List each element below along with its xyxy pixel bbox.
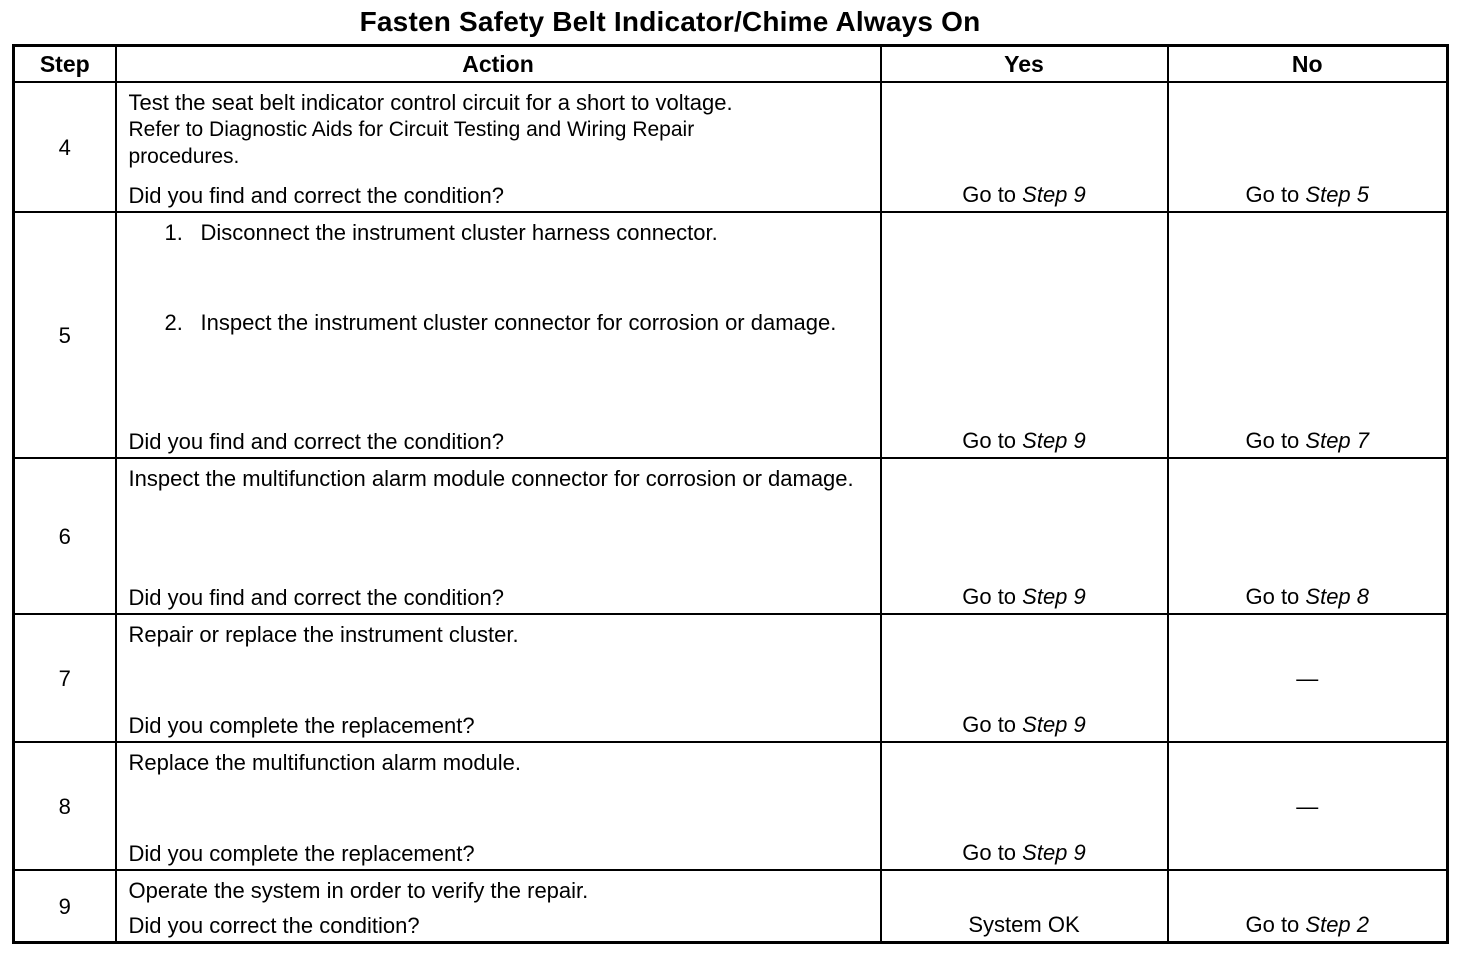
no-result — [1168, 742, 1448, 870]
yes-step-link[interactable]: Step 9 — [1022, 584, 1086, 609]
substep-list — [129, 219, 870, 336]
no-step-link[interactable]: Step 5 — [1305, 182, 1370, 207]
yes-result — [881, 742, 1168, 870]
no-result — [1168, 614, 1448, 742]
no-result — [1168, 82, 1448, 212]
yes-prefix: Go to — [962, 428, 1023, 453]
step-number: 4 — [14, 82, 116, 212]
substep-text: Disconnect the instrument cluster harness connector. — [200, 220, 718, 245]
no-step-link[interactable]: Step 2 — [1305, 912, 1370, 937]
no-step-link[interactable]: Step 8 — [1305, 584, 1370, 609]
table-header-row — [14, 46, 1448, 83]
action-text: Replace the multifunction alarm module. — [128, 750, 522, 775]
action-text: Inspect the multifunction alarm module connector for corrosion or damage. — [128, 466, 854, 491]
yes-result — [881, 458, 1168, 614]
column-header-yes: Yes — [881, 46, 1168, 83]
action-cell — [116, 82, 881, 212]
no-prefix: Go to — [1245, 428, 1306, 453]
action-question: Did you find and correct the condition? — [128, 429, 504, 454]
substep-item — [165, 309, 870, 336]
column-header-step: Step — [14, 46, 116, 83]
step-number: 9 — [14, 870, 116, 943]
step-number: 8 — [14, 742, 116, 870]
substep-number: 2. — [164, 310, 183, 335]
table-row-step-6 — [14, 458, 1448, 614]
yes-step-link[interactable]: Step 9 — [1022, 428, 1086, 453]
action-cell — [116, 212, 881, 458]
no-result — [1168, 870, 1448, 943]
action-text: Repair or replace the instrument cluster. — [128, 622, 519, 647]
action-text: Operate the system in order to verify the repair. — [128, 878, 589, 903]
no-prefix: Go to — [1245, 182, 1306, 207]
action-cell — [116, 614, 881, 742]
table-row-step-4 — [14, 82, 1448, 212]
action-question: Did you complete the replacement? — [128, 841, 475, 866]
column-header-no: No — [1168, 46, 1448, 83]
substep-item — [165, 219, 870, 246]
action-text: Refer to Diagnostic Aids for Circuit Testing and Wiring Repair procedures. — [128, 118, 695, 168]
yes-result — [881, 614, 1168, 742]
yes-step-link[interactable]: Step 9 — [1022, 840, 1086, 865]
action-cell — [116, 742, 881, 870]
yes-prefix: Go to — [962, 840, 1023, 865]
action-question: Did you correct the condition? — [128, 913, 420, 938]
yes-result — [881, 82, 1168, 212]
no-prefix: Go to — [1245, 584, 1306, 609]
table-row-step-7 — [14, 614, 1448, 742]
yes-prefix: Go to — [962, 712, 1023, 737]
step-number: 6 — [14, 458, 116, 614]
action-question: Did you find and correct the condition? — [128, 183, 504, 208]
yes-step-link[interactable]: Step 9 — [1022, 182, 1086, 207]
yes-result — [881, 212, 1168, 458]
column-header-action: Action — [116, 46, 881, 83]
no-result — [1168, 458, 1448, 614]
substep-spacer — [165, 246, 870, 309]
substep-text: Inspect the instrument cluster connector for corrosion or damage. — [200, 310, 837, 335]
yes-result — [881, 870, 1168, 943]
step-number: 5 — [14, 212, 116, 458]
step-number: 7 — [14, 614, 116, 742]
yes-text: System OK — [968, 912, 1080, 937]
yes-prefix: Go to — [962, 182, 1023, 207]
no-dash: — — [1296, 793, 1319, 819]
yes-prefix: Go to — [962, 584, 1023, 609]
action-cell — [116, 458, 881, 614]
yes-step-link[interactable]: Step 9 — [1022, 712, 1086, 737]
action-question: Did you find and correct the condition? — [128, 585, 504, 610]
no-prefix: Go to — [1245, 912, 1306, 937]
table-row-step-8 — [14, 742, 1448, 870]
substep-number: 1. — [164, 220, 183, 245]
no-step-link[interactable]: Step 7 — [1305, 428, 1370, 453]
page-title: Fasten Safety Belt Indicator/Chime Always On — [359, 6, 981, 37]
no-dash: — — [1296, 665, 1319, 691]
table-row-step-5 — [14, 212, 1448, 458]
no-result — [1168, 212, 1448, 458]
action-text: Test the seat belt indicator control circuit for a short to voltage. — [128, 90, 733, 115]
action-cell — [116, 870, 881, 943]
table-row-step-9 — [14, 870, 1448, 943]
diagnostic-table — [12, 44, 1449, 944]
action-question: Did you complete the replacement? — [128, 713, 475, 738]
